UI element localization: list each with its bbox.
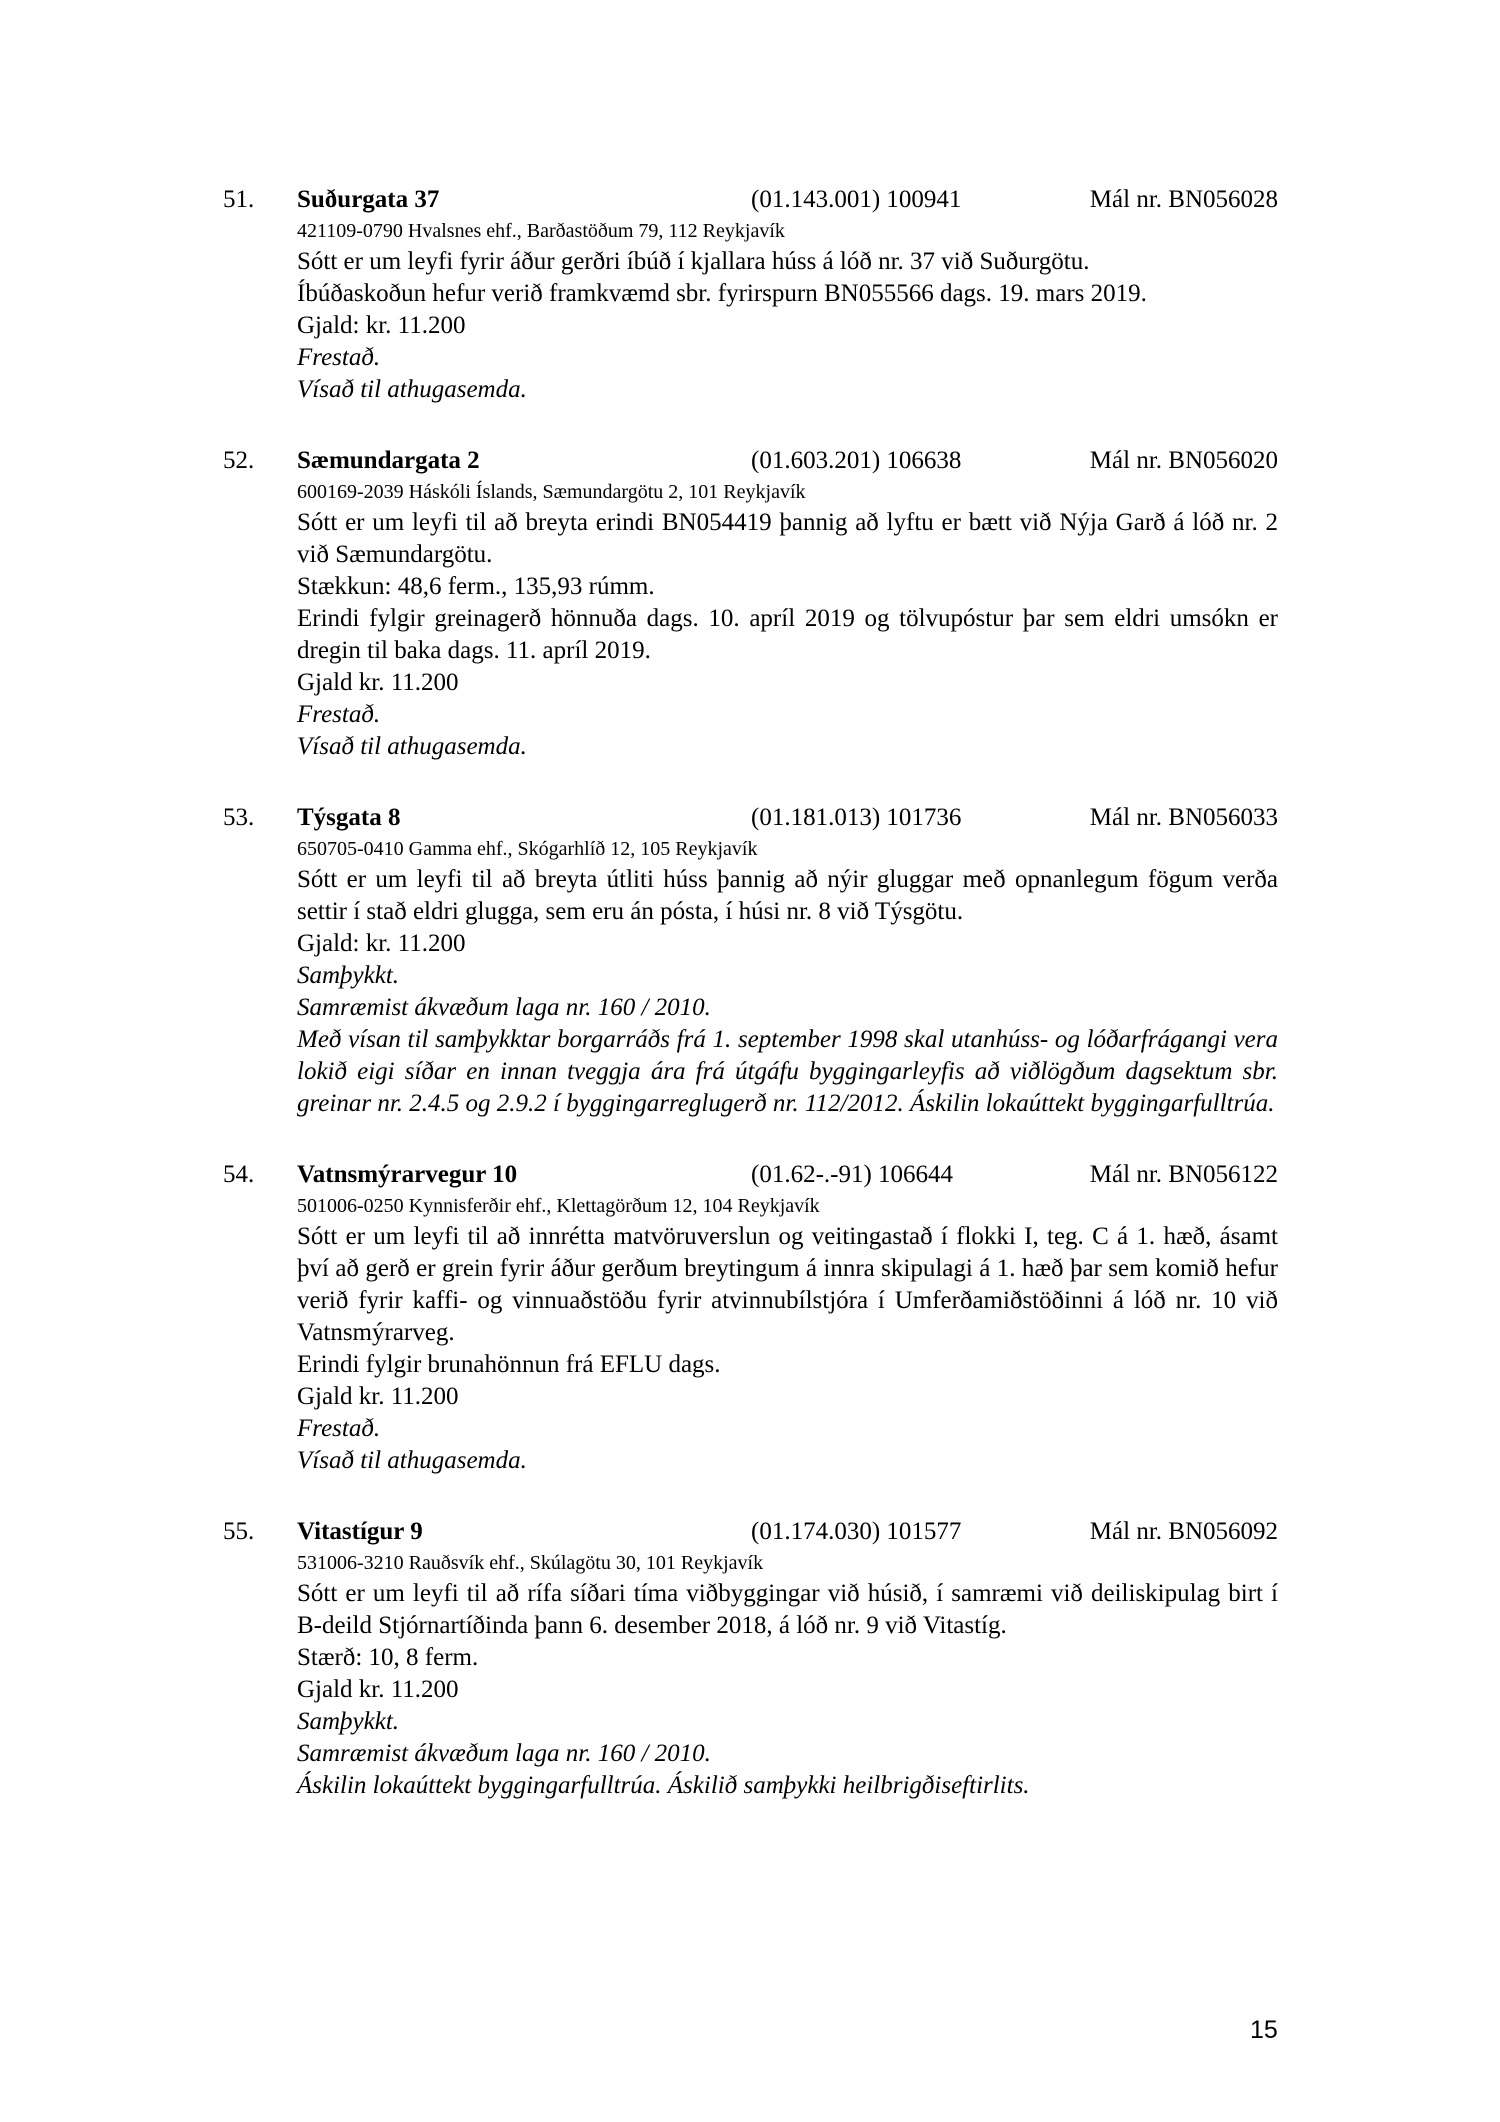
entry-decision-text: Vísað til athugasemda. [297, 376, 527, 403]
entry-description-text: Gjald: kr. 11.200 [297, 930, 466, 957]
entry-decision-text: Vísað til athugasemda. [297, 1447, 527, 1474]
entry-applicant: 421109-0790 Hvalsnes ehf., Barðastöðum 79, 112 Reykjavík [297, 220, 785, 242]
entry-description-text: Sótt er um leyfi til að innrétta matvöruverslun og veitingastað í flokki I, teg. C á 1. hæð, ásamt því að gerð er grein fyrir áður gerðum breytingum á innra skipulagi á 1. hæð þar sem komið hefur verið fyrir kaffi- og vinnuaðstöðu fyrir atvinnubílstjóra í Umferðamiðstöðinni á lóð nr. 10 við Vatnsmýrarveg. [297, 1223, 1278, 1346]
entry-body [297, 834, 1278, 1120]
entry-number: 52. [223, 447, 255, 474]
entry-address: Týsgata 8 [297, 804, 401, 831]
entry-applicant: 600169-2039 Háskóli Íslands, Sæmundargötu 2, 101 Reykjavík [297, 481, 806, 503]
entry-description-text: Gjald kr. 11.200 [297, 1383, 459, 1410]
entry-number: 53. [223, 804, 255, 831]
entry-description-text: Sótt er um leyfi til að breyta útliti húss þannig að nýir gluggar með opnanlegum fögum verða settir í stað eldri glugga, sem eru án pósta, í húsi nr. 8 við Týsgötu. [297, 866, 1278, 925]
entry-applicant: 650705-0410 Gamma ehf., Skógarhlíð 12, 105 Reykjavík [297, 838, 758, 860]
entry-case-number: Mál nr. BN056092 [1089, 1518, 1278, 1545]
entry-land-number: (01.143.001) 100941 [751, 186, 962, 213]
entry-header [223, 1515, 1278, 1548]
entry-decision-text: Samræmist ákvæðum laga nr. 160 / 2010. [297, 994, 711, 1021]
entry-address: Vitastígur 9 [297, 1518, 423, 1545]
entry-description-text: Gjald kr. 11.200 [297, 669, 459, 696]
entry-number: 55. [223, 1518, 255, 1545]
entry-applicant: 501006-0250 Kynnisferðir ehf., Klettagörðum 12, 104 Reykjavík [297, 1195, 820, 1217]
entry-land-number: (01.62-.-91) 106644 [751, 1161, 954, 1188]
entry-address: Vatnsmýrarvegur 10 [297, 1161, 518, 1188]
entry-body [297, 477, 1278, 763]
entry-description-text: Gjald: kr. 11.200 [297, 312, 466, 339]
entry-header [223, 183, 1278, 216]
entry-description-text: Stærð: 10, 8 ferm. [297, 1644, 479, 1671]
entry-decision-text: Frestað. [297, 1415, 381, 1442]
entry-description-text: Erindi fylgir brunahönnun frá EFLU dags. [297, 1351, 721, 1378]
entry-decision-text: Samræmist ákvæðum laga nr. 160 / 2010. [297, 1740, 711, 1767]
case-entry [223, 1158, 1278, 1477]
entries-list [223, 183, 1278, 1840]
entry-decision-text: Vísað til athugasemda. [297, 733, 527, 760]
entry-header [223, 444, 1278, 477]
entry-decision-text: Frestað. [297, 701, 381, 728]
entry-description-text: Stækkun: 48,6 ferm., 135,93 rúmm. [297, 573, 655, 600]
entry-decision-text: Samþykkt. [297, 1708, 400, 1735]
entry-decision-text: Með vísan til samþykktar borgarráðs frá 1. september 1998 skal utanhúss- og lóðarfrágangi vera lokið eigi síðar en innan tveggja ára frá útgáfu byggingarleyfis að viðlögðum dagsektum sbr. greinar nr. 2.4.5 og 2.9.2 í byggingarreglugerð nr. 112/2012. Áskilin lokaúttekt byggingarfulltrúa. [297, 1026, 1278, 1117]
entry-description-text: Gjald kr. 11.200 [297, 1676, 459, 1703]
entry-land-number: (01.603.201) 106638 [751, 447, 962, 474]
entry-number: 51. [223, 186, 255, 213]
case-entry [223, 1515, 1278, 1802]
entry-description-text: Sótt er um leyfi til að rífa síðari tíma viðbyggingar við húsið, í samræmi við deiliskipulag birt í B-deild Stjórnartíðinda þann 6. desember 2018, á lóð nr. 9 við Vitastíg. [297, 1580, 1278, 1639]
entry-description-text: Erindi fylgir greinagerð hönnuða dags. 10. apríl 2019 og tölvupóstur þar sem eldri umsókn er dregin til baka dags. 11. apríl 2019. [297, 605, 1278, 664]
entry-body [297, 216, 1278, 406]
entry-body [297, 1191, 1278, 1477]
entry-number: 54. [223, 1161, 255, 1188]
entry-description-text: Íbúðaskoðun hefur verið framkvæmd sbr. fyrirspurn BN055566 dags. 19. mars 2019. [297, 280, 1147, 307]
entry-decision-text: Áskilin lokaúttekt byggingarfulltrúa. Áskilið samþykki heilbrigðiseftirlits. [297, 1772, 1030, 1799]
case-entry [223, 444, 1278, 763]
entry-header [223, 801, 1278, 834]
entry-case-number: Mál nr. BN056020 [1089, 447, 1278, 474]
entry-description-text: Sótt er um leyfi til að breyta erindi BN054419 þannig að lyftu er bætt við Nýja Garð á lóð nr. 2 við Sæmundargötu. [297, 509, 1278, 568]
entry-applicant: 531006-3210 Rauðsvík ehf., Skúlagötu 30, 101 Reykjavík [297, 1552, 764, 1574]
entry-land-number: (01.181.013) 101736 [751, 804, 962, 831]
entry-decision-text: Frestað. [297, 344, 381, 371]
entry-description-text: Sótt er um leyfi fyrir áður gerðri íbúð í kjallara húss á lóð nr. 37 við Suðurgötu. [297, 248, 1090, 275]
entry-case-number: Mál nr. BN056122 [1089, 1161, 1278, 1188]
entry-decision-text: Samþykkt. [297, 962, 400, 989]
entry-body [297, 1548, 1278, 1802]
entry-address: Suðurgata 37 [297, 186, 440, 213]
case-entry [223, 183, 1278, 406]
entry-address: Sæmundargata 2 [297, 447, 480, 474]
entry-case-number: Mál nr. BN056033 [1089, 804, 1278, 831]
entry-header [223, 1158, 1278, 1191]
entry-land-number: (01.174.030) 101577 [751, 1518, 962, 1545]
case-entry [223, 801, 1278, 1120]
page-number: 15 [1250, 2016, 1278, 2044]
entry-case-number: Mál nr. BN056028 [1089, 186, 1278, 213]
